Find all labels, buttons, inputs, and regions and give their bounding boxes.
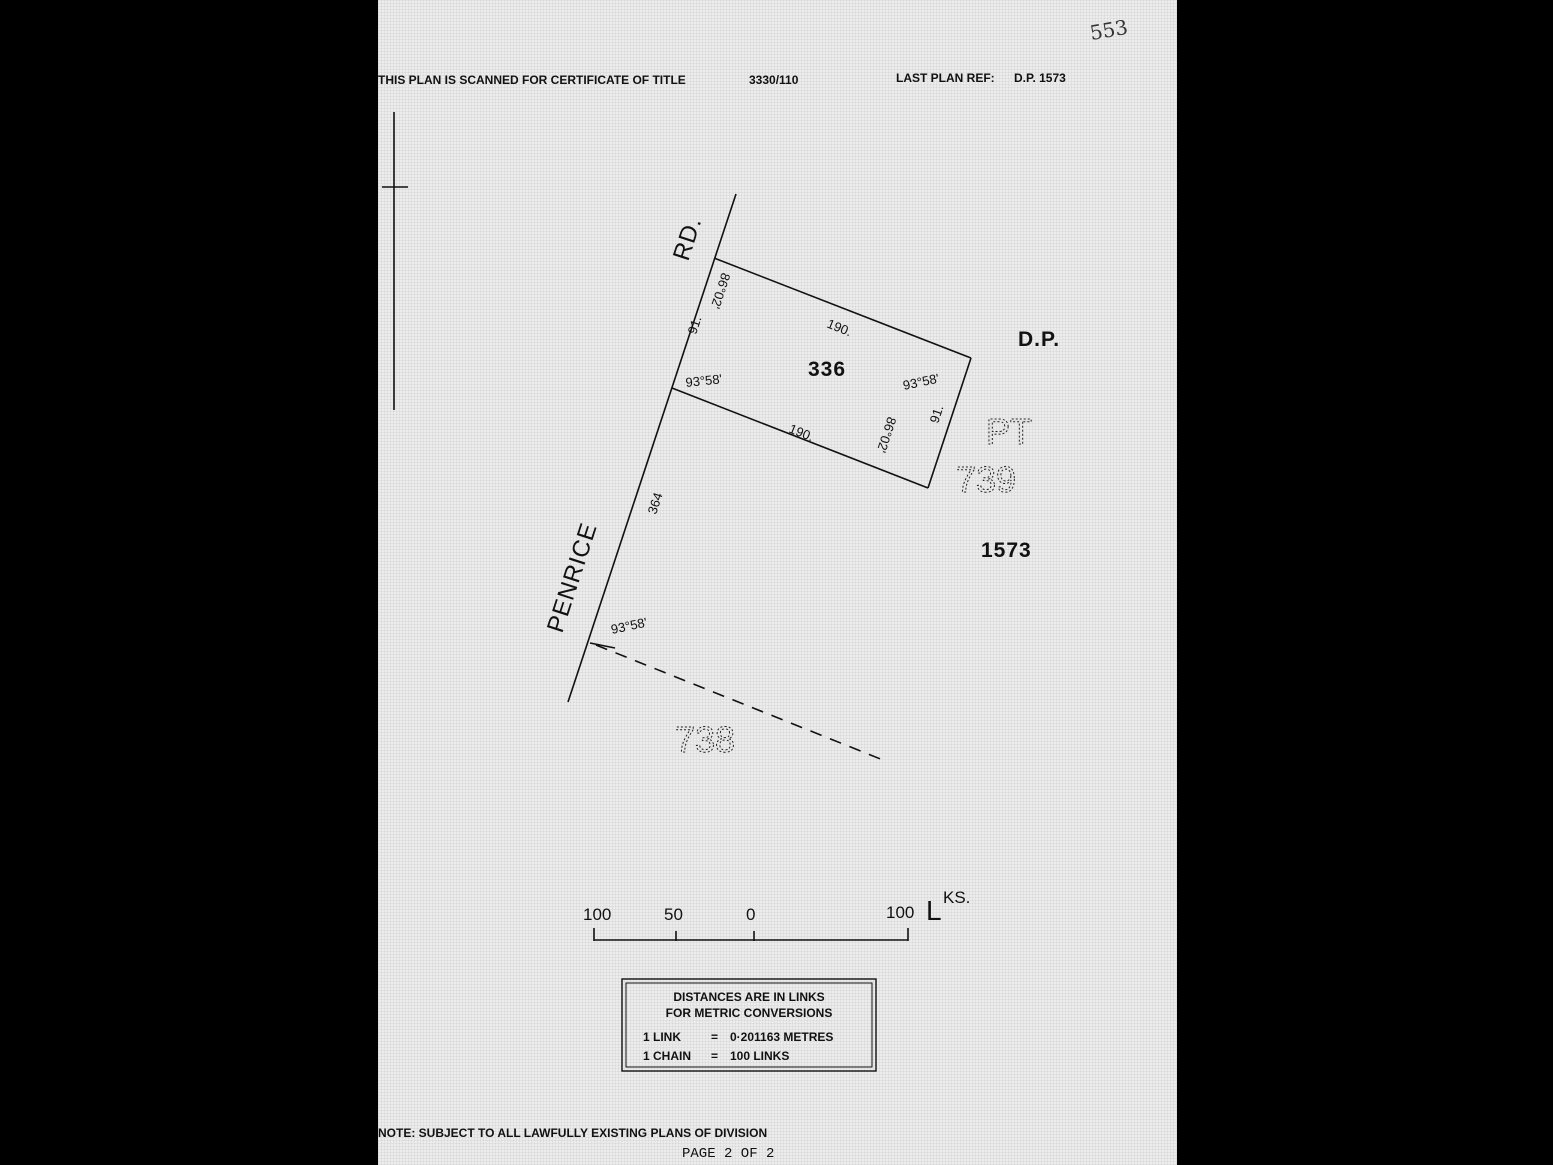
right-length: 91. — [926, 403, 947, 425]
adjoining-lot-738: 738 — [675, 719, 736, 760]
scale-unit: KS. — [943, 888, 971, 907]
angle-bottom-right: 86°02' — [873, 415, 900, 455]
angle-top-right: 93°58' — [901, 370, 941, 393]
allotment-top-boundary — [714, 258, 971, 358]
angle-top-left: 86°02' — [707, 271, 734, 311]
link-equals: = — [711, 1030, 719, 1044]
scale-label-0: 0 — [746, 905, 756, 924]
adjoining-plan-label: D.P. — [1018, 328, 1061, 351]
handwritten-number: 553 — [1087, 14, 1130, 46]
road-name-penrice: PENRICE — [542, 519, 603, 636]
scale-label-100-right: 100 — [886, 903, 915, 922]
left-length: 91. — [684, 314, 705, 336]
title-reference: 3330/110 — [749, 73, 799, 87]
adjoining-plan-number: 1573 — [981, 539, 1032, 562]
allotment-number: 336 — [808, 358, 847, 381]
road-name-rd: RD. — [668, 213, 708, 264]
link-label: 1 LINK — [643, 1030, 682, 1044]
top-length: 190. — [824, 315, 854, 340]
plan-sheet — [378, 0, 1177, 1165]
scan-note: THIS PLAN IS SCANNED FOR CERTIFICATE OF TITLE — [378, 73, 686, 87]
last-plan-ref: D.P. 1573 — [1014, 71, 1066, 85]
footer-note: NOTE: SUBJECT TO ALL LAWFULLY EXISTING PLANS OF DIVISION — [378, 1126, 768, 1140]
adjoining-pt-label: PT — [986, 411, 1033, 452]
survey-plan-drawing — [378, 0, 1177, 1165]
scale-label-100-left: 100 — [583, 905, 612, 924]
frontage-length: 364 — [644, 490, 666, 516]
chain-equals: = — [711, 1049, 719, 1063]
link-value: 0·201163 METRES — [730, 1030, 834, 1044]
conversion-line-2: FOR METRIC CONVERSIONS — [665, 1006, 833, 1020]
last-plan-ref-label: LAST PLAN REF: — [896, 71, 995, 85]
svg-text:L: L — [926, 895, 942, 926]
angle-bottom-left: 93°58' — [684, 371, 723, 390]
bottom-length: 190. — [786, 420, 816, 445]
chain-value: 100 LINKS — [730, 1049, 790, 1063]
scale-label-50: 50 — [664, 905, 683, 924]
adjoining-lot-739: 739 — [956, 459, 1017, 500]
angle-lower-road: 93°58' — [609, 614, 649, 637]
conversion-line-1: DISTANCES ARE IN LINKS — [673, 990, 825, 1004]
road-frontage-line — [568, 194, 736, 702]
lot-738-dashed-boundary — [596, 645, 883, 760]
page-number: PAGE 2 OF 2 — [682, 1146, 775, 1162]
chain-label: 1 CHAIN — [643, 1049, 692, 1063]
